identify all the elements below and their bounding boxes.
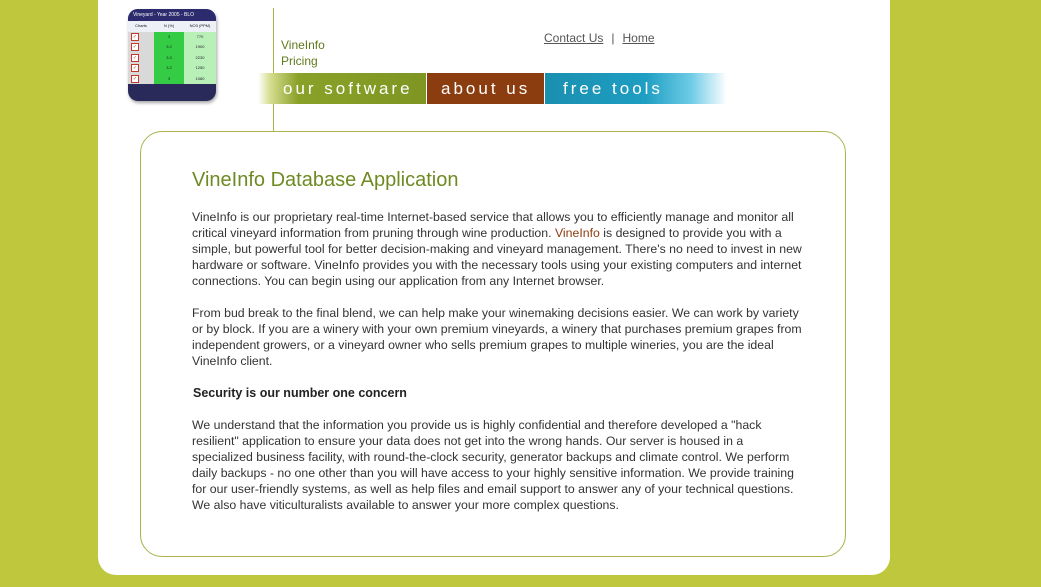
check-icon: ✓	[132, 75, 138, 82]
intro-text-end: is designed to provide you with a simple, but powerful tool for better decision-making and vineyard management. There's no need to invest in new hardware or software. VineInfo provides you with the necessary tools using your existing computers and internet connections. You can begin using our application from any Internet browser.	[192, 226, 802, 288]
logo-header-no3: NO3 (PPM)	[184, 21, 216, 32]
page-container	[98, 0, 890, 575]
check-icon: ✓	[132, 54, 138, 61]
logo-cell-no3: 1250	[184, 63, 216, 74]
winemaking-paragraph: From bud break to the final blend, we can help make your winemaking decisions easier. We can work by variety or by block. If you are a winery with your own premium vineyards, a winery that purchases premium grapes from independent growers, or a vineyard owner who sells premium grapes to multiple wineries, you are the ideal VineInfo client.	[192, 306, 802, 368]
pricing-link[interactable]: Pricing	[281, 54, 318, 68]
logo-row-checkbox	[128, 32, 154, 43]
logo-header-charts: Charts	[128, 21, 154, 32]
contact-us-link[interactable]: Contact Us	[544, 31, 604, 45]
side-links	[281, 37, 325, 69]
content-panel	[140, 131, 846, 557]
logo-row-checkbox	[128, 53, 154, 64]
logo-cell-n: 3.3	[154, 53, 184, 64]
logo-cell-n: 3	[154, 32, 184, 43]
logo-row-checkbox	[128, 63, 154, 74]
site-logo[interactable]	[128, 9, 216, 101]
vineinfo-inline-link[interactable]: VineInfo	[554, 226, 600, 240]
intro-text-start: VineInfo is our proprietary real-time Internet-based service that allows you to efficiently manage and monitor all critical vineyard information from pruning through wine production.	[192, 210, 794, 240]
main-nav	[258, 73, 727, 104]
logo-row-checkbox	[128, 42, 154, 53]
nav-about-us[interactable]: about us	[426, 73, 544, 104]
check-icon: ✓	[132, 65, 138, 72]
logo-cell-no3: 1900	[184, 42, 216, 53]
logo-header-n: N (%)	[154, 21, 184, 32]
logo-cell-no3: 2230	[184, 53, 216, 64]
intro-paragraph	[192, 209, 806, 289]
check-icon: ✓	[132, 33, 138, 40]
content-body	[192, 209, 806, 529]
link-separator: |	[611, 31, 615, 45]
security-heading: Security is our number one concern	[193, 386, 407, 400]
logo-row-checkbox	[128, 74, 154, 85]
header-divider	[273, 8, 274, 131]
logo-table	[128, 21, 216, 84]
security-paragraph: We understand that the information you provide us is highly confidential and therefore developed a "hack resilient" application to ensure your data does not get into the wrong hands. Our server is housed in a specialized business facility, with round-the-clock security, generator backups and climate control. We perform daily backups - no one other than you will have access to your highly sensitive information. We provide training for our user-friendly systems, as well as help files and email support to answer any of your technical questions. We also have viticulturalists available to answer your more complex questions.	[192, 418, 794, 512]
home-link[interactable]: Home	[622, 31, 655, 45]
vineinfo-link[interactable]: VineInfo	[281, 38, 325, 52]
logo-cell-n: 3	[154, 74, 184, 85]
check-icon: ✓	[132, 44, 138, 51]
logo-cell-no3: 1080	[184, 74, 216, 85]
page-title: VineInfo Database Application	[192, 169, 459, 191]
logo-cell-n: 3.2	[154, 42, 184, 53]
nav-free-tools[interactable]: free tools	[544, 73, 727, 104]
logo-cell-n: 3.2	[154, 63, 184, 74]
logo-cell-no3: 770	[184, 32, 216, 43]
top-links	[544, 31, 655, 45]
logo-title: Vineyard - Year 2005 - BLO	[128, 9, 216, 21]
nav-our-software[interactable]: our software	[258, 73, 426, 104]
